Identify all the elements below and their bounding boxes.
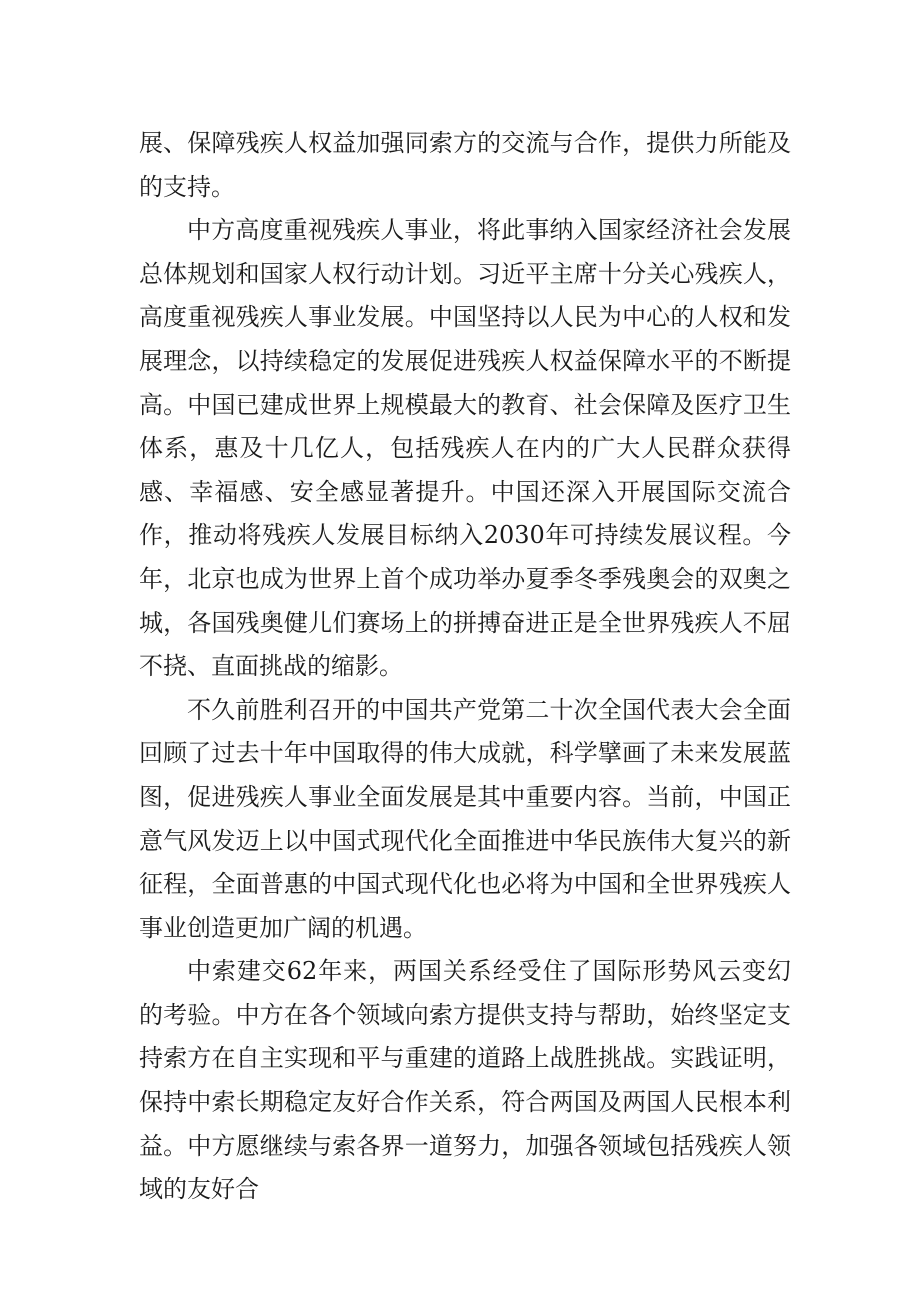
paragraph-disability-cause: 中方高度重视残疾人事业，将此事纳入国家经济社会发展总体规划和国家人权行动计划。习近平主席十分关心残疾人，高度重视残疾人事业发展。中国坚持以人民为中心的人权和发展理念，以持续稳定的发展促进残疾人权益保障水平的不断提高。中国已建成世界上规模最大的教育、社会保障及医疗卫生体系，惠及十几亿人，包括残疾人在内的广大人民群众获得感、幸福感、安全感显著提升。中国还深入开展国际交流合作，推动将残疾人发展目标纳入2030年可持续发展议程。今年，北京也成为世界上首个成功举办夏季冬季残奥会的双奥之城，各国残奥健儿们赛场上的拼搏奋进正是全世界残疾人不屈不挠、直面挑战的缩影。 <box>139 216 791 681</box>
paragraph-continued: 展、保障残疾人权益加强同索方的交流与合作，提供力所能及的支持。 <box>139 129 791 201</box>
paragraph-party-congress: 不久前胜利召开的中国共产党第二十次全国代表大会全面回顾了过去十年中国取得的伟大成就，科学擘画了未来发展蓝图，促进残疾人事业全面发展是其中重要内容。当前，中国正意气风发迈上以中国式现代化全面推进中华民族伟大复兴的新征程，全面普惠的中国式现代化也必将为中国和全世界残疾人事业创造更加广阔的机遇。 <box>139 695 791 942</box>
document-body <box>139 122 791 1212</box>
paragraph-bilateral-relations: 中索建交62年来，两国关系经受住了国际形势风云变幻的考验。中方在各个领域向索方提供支持与帮助，始终坚定支持索方在自主实现和平与重建的道路上战胜挑战。实践证明，保持中索长期稳定友好合作关系，符合两国及两国人民根本利益。中方愿继续与索各界一道努力，加强各领域包括残疾人领域的友好合 <box>139 957 791 1204</box>
